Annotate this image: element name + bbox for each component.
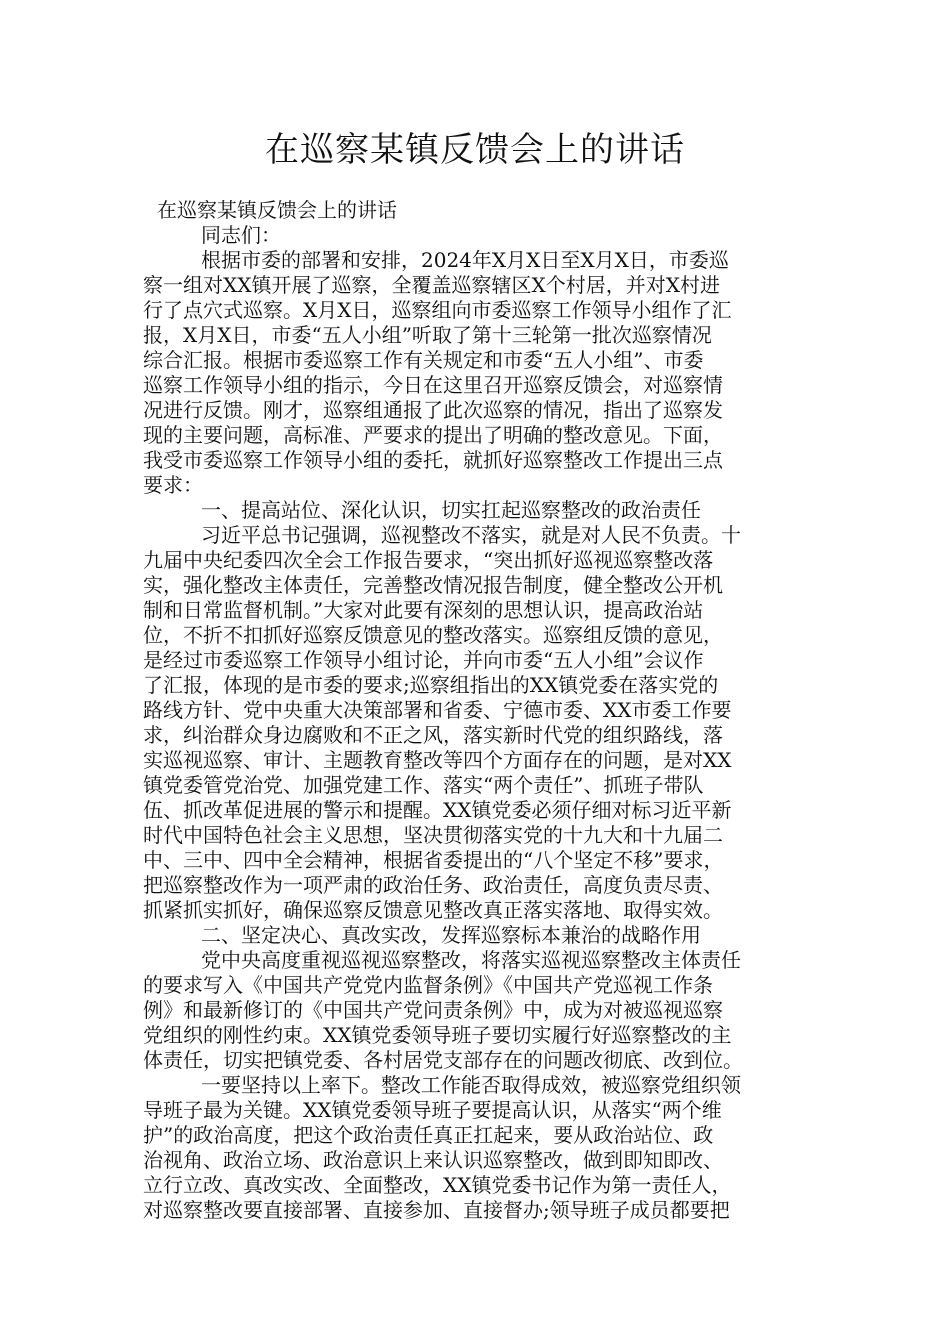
paragraph-line: 实，强化整改主体责任，完善整改情况报告制度，健全整改公开机 <box>143 573 723 597</box>
paragraph-line: 察一组对XX镇开展了巡察，全覆盖巡察辖区X个村居，并对X村进 <box>143 273 720 297</box>
document-body <box>143 198 811 1223</box>
paragraph-line: 对巡察整改要直接部署、直接参加、直接督办;领导班子成员都要把 <box>143 1198 730 1222</box>
paragraph-line: 体责任，切实把镇党委、各村居党支部存在的问题改彻底、改到位。 <box>143 1048 743 1072</box>
paragraph-line: 现的主要问题，高标准、严要求的提出了明确的整改意见。下面， <box>143 423 723 447</box>
paragraph-line: 路线方针、党中央重大决策部署和省委、宁德市委、XX市委工作要 <box>143 698 732 722</box>
paragraph-line: 伍、抓改革促进展的警示和提醒。XX镇党委必须仔细对标习近平新 <box>143 798 732 822</box>
paragraph-line: 是经过市委巡察工作领导小组讨论，并向市委“五人小组”会议作 <box>143 648 704 672</box>
paragraph-line: 习近平总书记强调，巡视整改不落实，就是对人民不负责。十 <box>201 523 741 547</box>
paragraph-line: 导班子最为关键。XX镇党委领导班子要提高认识，从落实“两个维 <box>143 1098 722 1122</box>
paragraph-line: 的要求写入《中国共产党党内监督条例》《中国共产党巡视工作条 <box>143 973 713 997</box>
paragraph-line: 要求： <box>143 473 203 497</box>
paragraph-line: 党中央高度重视巡视巡察整改，将落实巡视巡察整改主体责任 <box>201 948 741 972</box>
paragraph-line: 位，不折不扣抓好巡察反馈意见的整改落实。巡察组反馈的意见， <box>143 623 723 647</box>
paragraph-line: 镇党委管党治党、加强党建工作、落实“两个责任”、抓班子带队 <box>143 773 704 797</box>
paragraph-line: 把巡察整改作为一项严肃的政治任务、政治责任，高度负责尽责、 <box>143 873 723 897</box>
document-title: 在巡察某镇反馈会上的讲话 <box>265 130 685 170</box>
paragraph-line: 同志们： <box>201 223 281 247</box>
paragraph-line: 立行立改、真改实改、全面整改，XX镇党委书记作为第一责任人， <box>143 1173 732 1197</box>
paragraph-line: 护”的政治高度，把这个政治责任真正扛起来，要从政治站位、政 <box>143 1123 714 1147</box>
paragraph-line: 行了点穴式巡察。X月X日，巡察组向市委巡察工作领导小组作了汇 <box>143 298 732 322</box>
paragraph-line: 一、提高站位、深化认识，切实扛起巡察整改的政治责任 <box>201 498 701 522</box>
paragraph-line: 我受市委巡察工作领导小组的委托，就抓好巡察整改工作提出三点 <box>143 448 723 472</box>
paragraph-line: 求，纠治群众身边腐败和不正之风，落实新时代党的组织路线，落 <box>143 723 723 747</box>
paragraph-line: 报，X月X日，市委“五人小组”听取了第十三轮第一批次巡察情况 <box>143 323 712 347</box>
paragraph-line: 九届中央纪委四次全会工作报告要求，“突出抓好巡视巡察整改落 <box>143 548 714 572</box>
paragraph-line: 抓紧抓实抓好，确保巡察反馈意见整改真正落实落地、取得实效。 <box>143 898 723 922</box>
paragraph-line: 中、三中、四中全会精神，根据省委提出的“八个坚定不移”要求， <box>143 848 724 872</box>
paragraph-line: 例》和最新修订的《中国共产党问责条例》中，成为对被巡视巡察 <box>143 998 723 1022</box>
paragraph-line: 根据市委的部署和安排，2024年X月X日至X月X日，市委巡 <box>201 248 729 272</box>
paragraph-line: 况进行反馈。刚才，巡察组通报了此次巡察的情况，指出了巡察发 <box>143 398 723 422</box>
paragraph-line: 了汇报，体现的是市委的要求;巡察组指出的XX镇党委在落实党的 <box>143 673 719 697</box>
paragraph-line: 治视角、政治立场、政治意识上来认识巡察整改，做到即知即改、 <box>143 1148 723 1172</box>
paragraph-line: 党组织的刚性约束。XX镇党委领导班子要切实履行好巡察整改的主 <box>143 1023 732 1047</box>
paragraph-line: 一要坚持以上率下。整改工作能否取得成效，被巡察党组织领 <box>201 1073 741 1097</box>
paragraph-line: 时代中国特色社会主义思想，坚决贯彻落实党的十九大和十九届二 <box>143 823 723 847</box>
paragraph-line: 实巡视巡察、审计、主题教育整改等四个方面存在的问题，是对XX <box>143 748 732 772</box>
paragraph-line: 二、坚定决心、真改实改，发挥巡察标本兼治的战略作用 <box>201 923 701 947</box>
paragraph-line: 制和日常监督机制。”大家对此要有深刻的思想认识，提高政治站 <box>143 598 704 622</box>
paragraph-line: 巡察工作领导小组的指示，今日在这里召开巡察反馈会，对巡察情 <box>143 373 723 397</box>
document-subtitle: 在巡察某镇反馈会上的讲话 <box>157 198 397 222</box>
paragraph-line: 综合汇报。根据市委巡察工作有关规定和市委“五人小组”、市委 <box>143 348 704 372</box>
